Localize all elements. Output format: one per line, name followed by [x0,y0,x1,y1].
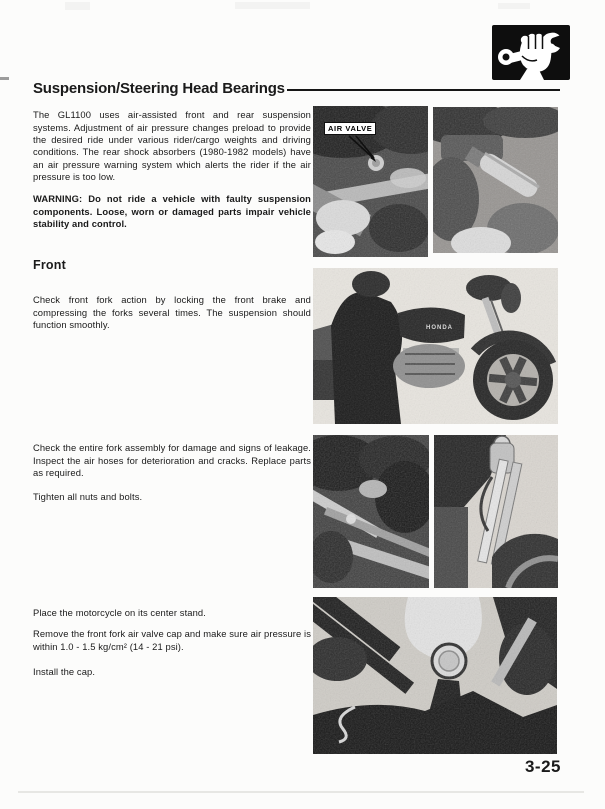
scan-artifact [498,3,530,9]
scan-artifact [0,77,9,80]
warning-paragraph: WARNING: Do not ride a vehicle with faulty suspension components. Loose, worn or damaged parts impair vehicle stability and control. [33,193,311,229]
air-valve-label: AIR VALVE [324,122,376,135]
page-title: Suspension/Steering Head Bearings [33,80,285,97]
front-paragraph-6: Install the cap. [33,666,96,678]
page-number: 3-25 [524,757,561,776]
front-section-heading: Front [33,258,66,272]
front-paragraph-4: Place the motorcycle on its center stand. [33,607,206,619]
photo-front-fork-compression [313,268,558,424]
scan-artifact [18,791,584,793]
section-title-row [33,80,560,97]
tank-logo-text: HONDA [426,325,453,331]
intro-paragraph: The GL1100 uses air-assisted front and rear suspension systems. Adjustment of air pressure changes preload to provide the desired ride under various rider/cargo weights and driving conditions. The rear shock absorbers (1980-1982 models) have an air pressure warning system which alerts the rider if the air pressure is too low. [33,109,311,182]
front-paragraph-5: Remove the front fork air valve cap and make sure air pressure is within 1.0 - 1.5 kg/cm² (14 - 21 psi). [33,628,311,652]
photo-front-fork-fender [434,435,558,588]
photo-air-valve-closeup [313,106,428,257]
front-paragraph-2: Check the entire fork assembly for damage and signs of leakage. Inspect the air hoses for deterioration and cracks. Replace parts as required. [33,442,311,478]
scan-artifact [65,2,90,10]
service-fist-wrench-icon [492,25,570,80]
scan-artifact [235,2,310,9]
photo-fork-assembly-closeup [313,435,429,588]
front-paragraph-1: Check front fork action by locking the front brake and compressing the forks several times. The suspension should function smoothly. [33,294,311,330]
photo-air-pressure-gauge [313,597,557,754]
photo-rear-shock [433,107,558,253]
front-paragraph-3: Tighten all nuts and bolts. [33,491,143,503]
title-rule [287,89,560,91]
